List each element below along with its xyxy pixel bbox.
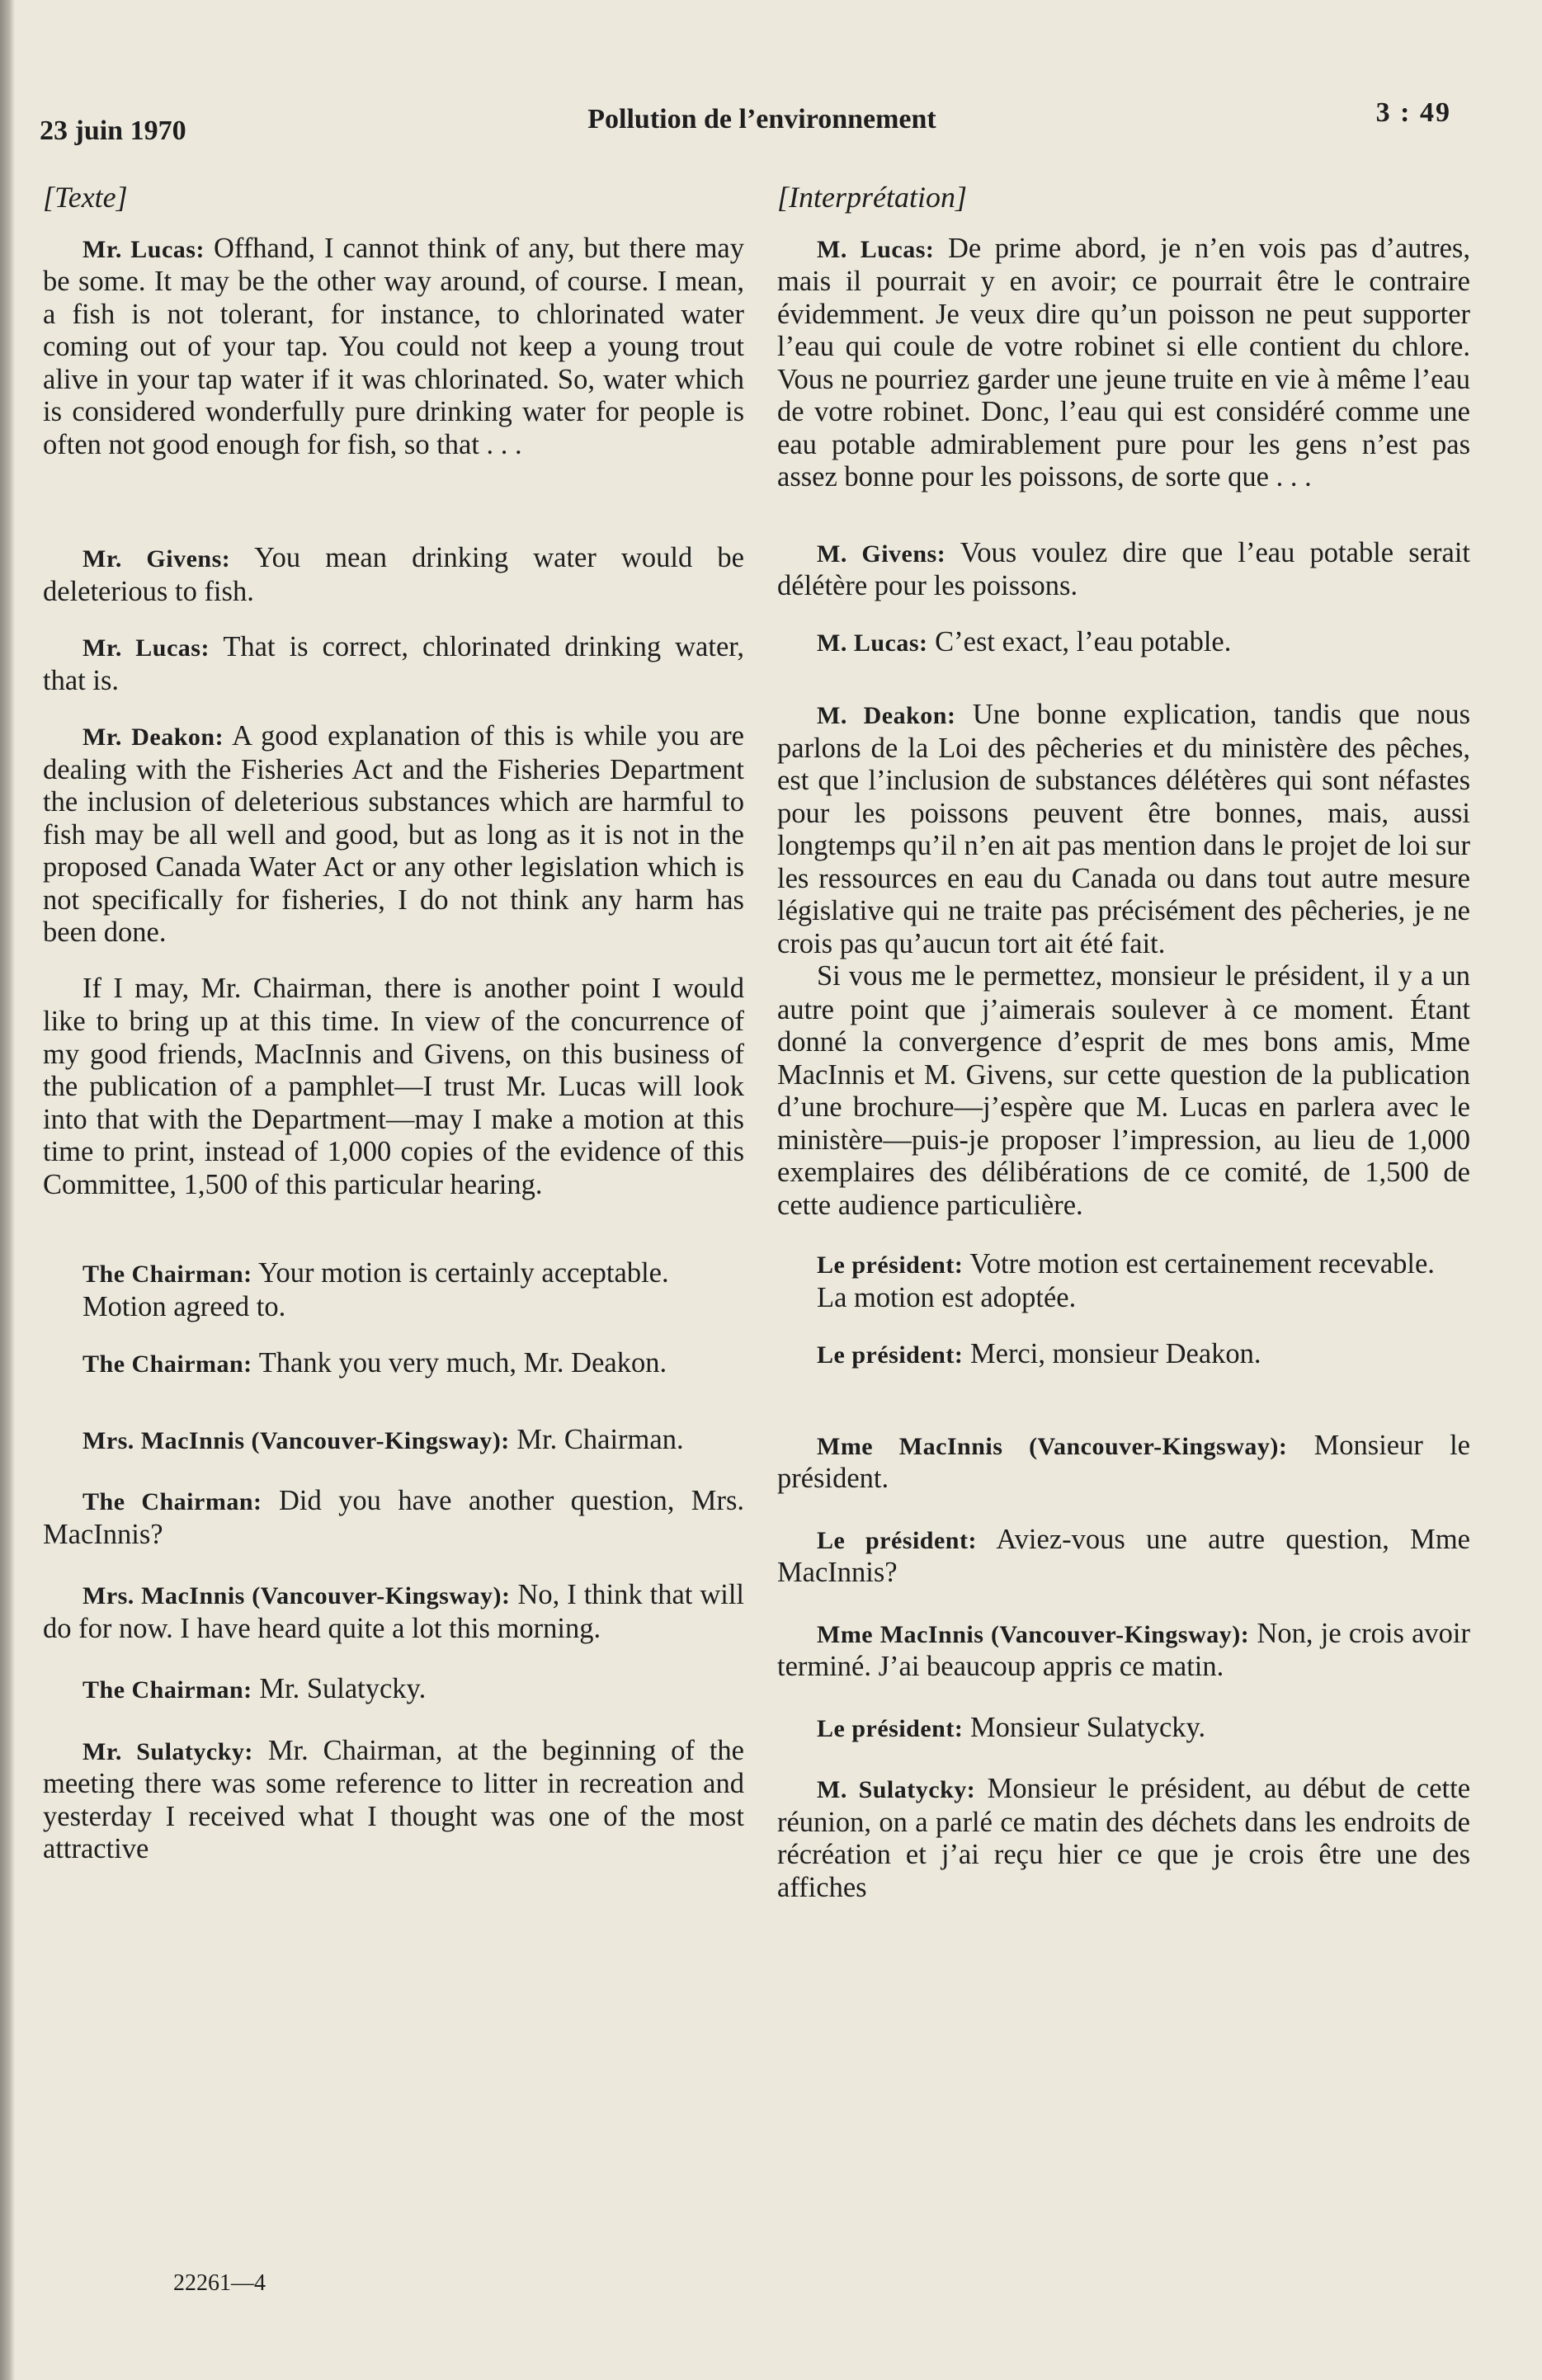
paragraph [777, 1248, 1470, 1282]
paragraph [777, 960, 1470, 1222]
paragraph [43, 1291, 744, 1325]
page-header [40, 97, 1451, 147]
paragraph [777, 1430, 1470, 1496]
english-blocks [43, 233, 744, 1866]
paragraph-text: No, I think that will do for now. I have heard quite a lot this morning. [43, 1579, 744, 1644]
french-blocks [777, 233, 1470, 1905]
speaker-name: Le président: [817, 1251, 964, 1279]
paragraph [777, 537, 1470, 603]
header-page-number: 3 : 49 [1375, 97, 1451, 128]
french-column-heading: [Interprétation] [777, 181, 967, 214]
paragraph [43, 1579, 744, 1645]
speaker-name: The Chairman: [83, 1350, 252, 1378]
speaker-name: The Chairman: [83, 1676, 252, 1704]
paragraph [777, 1282, 1470, 1316]
paragraph-text: Monsieur le président. [777, 1429, 1470, 1494]
paragraph-text: That is correct, chlorinated drinking water, that is. [43, 631, 744, 696]
french-column [777, 181, 1470, 1904]
header-title: Pollution de l’environnement [587, 104, 936, 134]
paragraph-text: Did you have another question, Mrs. MacInnis? [43, 1485, 744, 1550]
paragraph-text: Monsieur Sulatycky. [963, 1711, 1206, 1743]
paragraph [43, 973, 744, 1202]
paragraph-text: C’est exact, l’eau potable. [927, 625, 1232, 657]
paragraph [43, 1424, 744, 1458]
speaker-name: Mme MacInnis (Vancouver-Kingsway): [817, 1620, 1250, 1648]
paragraph-text: Merci, monsieur Deakon. [963, 1338, 1261, 1369]
paragraph [43, 542, 744, 608]
speaker-name: Mr. Deakon: [83, 723, 224, 751]
paragraph-text: Non, je crois avoir terminé. J’ai beaucoup appris ce matin. [777, 1617, 1471, 1682]
speaker-name: Le président: [817, 1714, 964, 1742]
speaker-name: M. Sulatycky: [817, 1776, 976, 1803]
speaker-name: Mr. Givens: [83, 545, 231, 573]
paragraph-text: Monsieur le président, au début de cette réunion, on a parlé ce matin des déchets dans les endroits de récréation et j’ai reçu hier ce que je crois être une des affiches [777, 1773, 1471, 1903]
paragraph-text: Offhand, I cannot think of any, but there may be some. It may be the other way around, of course. I mean, a fish is not tolerant, for instance, to chlorinated water coming out of your tap. You could not keep a young trout alive in your tap water if it was chlorinated. So, water which is considered wonderfully pure drinking water for people is often not good enough for fish, so that . . . [43, 232, 744, 460]
speaker-name: Le président: [817, 1526, 977, 1554]
paragraph-text: Votre motion est certainement recevable. [963, 1248, 1435, 1280]
paragraph-text: De prime abord, je n’en vois pas d’autres, mais il pourrait y en avoir; ce pourrait être le contraire évidemment. Je veux dire qu’un poisson ne peut supporter l’eau qui coule de votre robinet si elle contient du chlore. Vous ne pourriez garder une jeune truite en vie à même l’eau de votre robinet. Donc, l’eau qui est considéré comme une eau potable admirablement pure pour les gens n’est pas assez bonne pour les poissons, de sorte que . . . [777, 232, 1470, 492]
speaker-name: M. Lucas: [817, 629, 928, 657]
paragraph [43, 631, 744, 697]
paragraph [43, 1673, 744, 1707]
header-date: 23 juin 1970 [40, 115, 186, 146]
paragraph [777, 1773, 1470, 1904]
paragraph [777, 1524, 1470, 1590]
paragraph [777, 626, 1470, 660]
paragraph [43, 1347, 744, 1381]
paragraph-text: Si vous me le permettez, monsieur le président, il y a un autre point que j’aimerais soulever à ce moment. Étant donné la convergence d’esprit de mes bons amis, Mme MacInnis et M. Givens, sur cette question de la publication d’une brochure—j’espère que M. Lucas en parlera avec le ministère—puis-je proposer l’impression, au lieu de 1,000 exemplaires des délibérations de ce comité, de 1,500 de cette audience particulière. [777, 960, 1470, 1221]
paragraph-text: Vous voulez dire que l’eau potable serait délétère pour les poissons. [777, 536, 1471, 601]
paragraph-text: Mr. Chairman. [509, 1423, 684, 1455]
english-column [43, 181, 744, 1866]
paragraph [777, 233, 1470, 494]
speaker-name: The Chairman: [83, 1261, 252, 1288]
paragraph-text: Une bonne explication, tandis que nous parlons de la Loi des pêcheries et du ministère des pêches, est que l’inclusion de substances délétères qui sont néfastes pour les poissons peuvent être bonnes, mais, aussi longtemps qu’il n’en ait pas mention dans le projet de loi sur les ressources en eau du Canada ou dans tout autre mesure législative qui ne traite pas précisément des pêcheries, je ne crois pas qu’aucun tort ait été fait. [777, 699, 1471, 959]
speaker-name: Mr. Sulatycky: [83, 1737, 253, 1765]
paragraph [777, 1712, 1470, 1746]
paragraph [43, 1485, 744, 1551]
speaker-name: Mrs. MacInnis (Vancouver-Kingsway): [83, 1426, 510, 1454]
speaker-name: Le président: [817, 1341, 964, 1369]
speaker-name: Mrs. MacInnis (Vancouver-Kingsway): [83, 1582, 511, 1609]
paragraph-text: A good explanation of this is while you are dealing with the Fisheries Act and the Fisheries Department the inclusion of deleterious substances which are harmful to fish may be all well and good, but as long as it is not in the proposed Canada Water Act or any other legislation which is not specifically for fisheries, I do not think any harm has been done. [43, 720, 744, 948]
speaker-name: Mr. Lucas: [83, 634, 210, 662]
speaker-name: M. Deakon: [817, 702, 956, 729]
paragraph [43, 1735, 744, 1866]
paragraph [777, 1338, 1470, 1372]
paragraph [777, 699, 1470, 960]
paragraph [43, 1257, 744, 1291]
paragraph-text: You mean drinking water would be deleterious to fish. [43, 542, 744, 607]
speaker-name: Mr. Lucas: [83, 235, 205, 263]
paragraph [43, 720, 744, 950]
paragraph-text: Aviez-vous une autre question, Mme MacInnis? [777, 1523, 1470, 1588]
paragraph-text: Your motion is certainly acceptable. [252, 1257, 669, 1289]
speaker-name: Mme MacInnis (Vancouver-Kingsway): [817, 1432, 1288, 1460]
binding-edge [0, 0, 15, 2380]
paragraph [777, 1618, 1470, 1684]
paragraph-text: Mr. Chairman, at the beginning of the meeting there was some reference to litter in recreation and yesterday I received what I thought was one of the most attractive [43, 1734, 744, 1864]
paragraph-text: Thank you very much, Mr. Deakon. [252, 1347, 667, 1379]
speaker-name: M. Lucas: [817, 235, 935, 263]
footer-print-code: 22261—4 [173, 2270, 266, 2296]
english-column-heading: [Texte] [43, 181, 128, 214]
speaker-name: The Chairman: [83, 1488, 262, 1515]
paragraph-text: La motion est adoptée. [817, 1281, 1077, 1313]
paragraph-text: Motion agreed to. [83, 1290, 286, 1322]
paragraph-text: If I may, Mr. Chairman, there is another point I would like to bring up at this time. In view of the concurrence of my good friends, MacInnis and Givens, on this business of the publication of a pamphlet—I trust Mr. Lucas will look into that with the Department—may I make a motion at this time to print, instead of 1,000 copies of the evidence of this Committee, 1,500 of this particular hearing. [43, 972, 744, 1200]
speaker-name: M. Givens: [817, 540, 946, 568]
paragraph-text: Mr. Sulatycky. [252, 1673, 427, 1704]
paragraph [43, 233, 744, 462]
